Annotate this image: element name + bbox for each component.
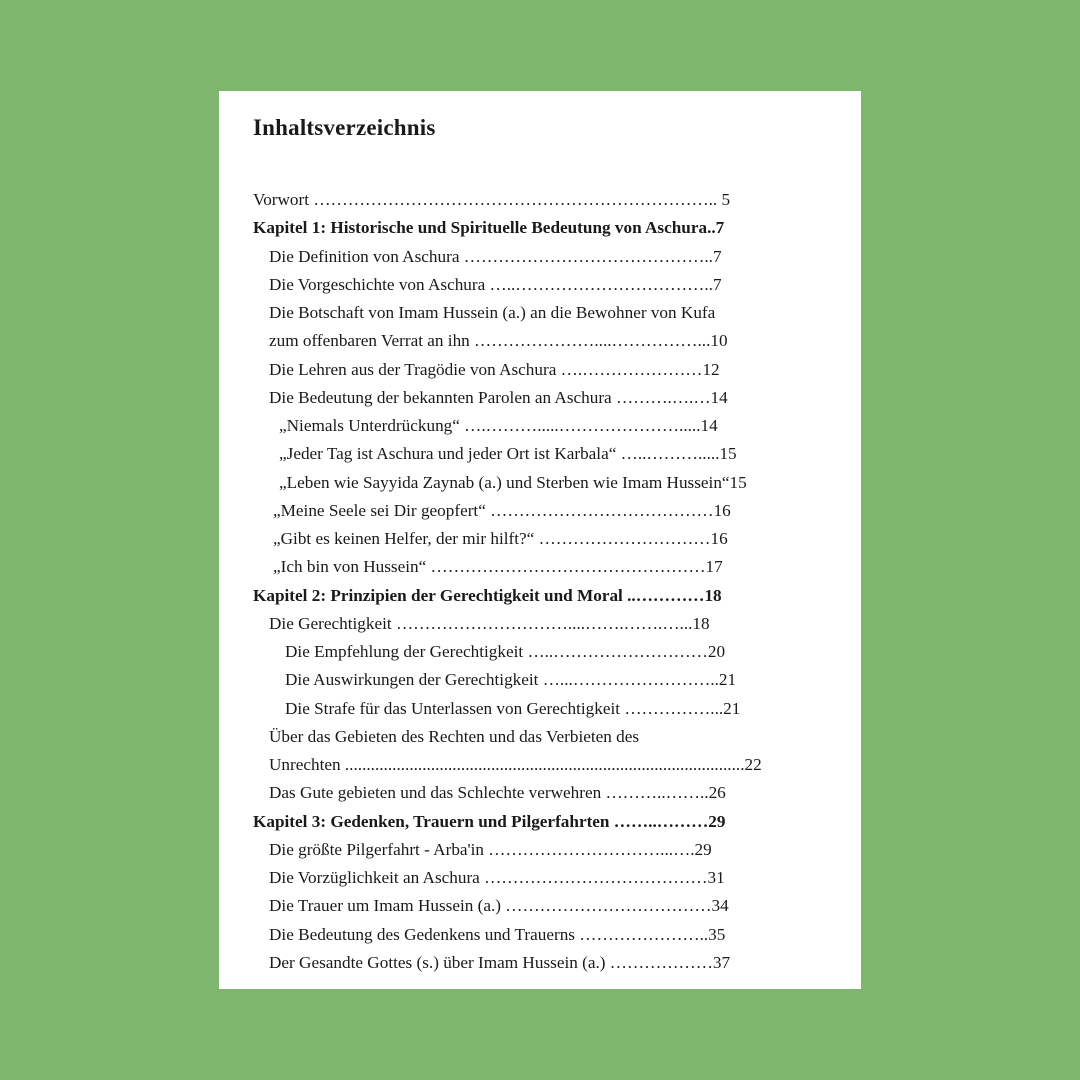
toc-entry: Über das Gebieten des Rechten und das Verbieten des [269,726,640,746]
toc-entry: „Niemals Unterdrückung“ ….……….....………………….....14 [279,416,718,435]
toc-entry: Die Bedeutung des Gedenkens und Trauerns …………………..35 [269,924,726,944]
page-title: Inhaltsverzeichnis [253,115,436,140]
toc-entry: Die Trauer um Imam Hussein (a.) ………………………………34 [269,896,729,916]
toc-entry: Die Strafe für das Unterlassen von Gerechtigkeit ……………...21 [285,698,741,718]
toc-entry: Die Vorgeschichte von Aschura …..……………………………..7 [269,274,722,294]
toc-chapter-entry: Kapitel 1: Historische und Spirituelle Bedeutung von Aschura..7 [253,218,725,238]
toc-entry: Die Auswirkungen der Gerechtigkeit …...……………………..21 [285,670,737,690]
toc-entry: „Jeder Tag ist Aschura und jeder Ort ist Karbala“ …..……….....15 [279,444,737,464]
toc-entry: Das Gute gebieten und das Schlechte verwehren ………..……..26 [269,783,726,803]
toc-entry: Die Vorzüglichkeit an Aschura …………………………………31 [269,868,725,887]
toc-entry: „Meine Seele sei Dir geopfert“ …………………………………16 [273,500,731,520]
toc-entry: Die Empfehlung der Gerechtigkeit …..………………………20 [285,642,726,661]
toc-entry: Vorwort …………………………………………………………….. 5 [253,190,731,209]
toc-chapter-entry: Kapitel 3: Gedenken, Trauern und Pilgerfahrten ……..………29 [253,811,726,831]
toc-entry: Der Gesandte Gottes (s.) über Imam Hussein (a.) ………………37 [269,952,731,972]
toc-entry: „Gibt es keinen Helfer, der mir hilft?“ …………………………16 [273,529,728,548]
toc-entry: „Ich bin von Hussein“ …………………………………………17 [273,557,723,577]
toc-entry: Die Gerechtigkeit …………………………....…….…….…...18 [269,613,710,633]
toc-entry: zum offenbaren Verrat an ihn …………………....……………...10 [269,331,728,351]
toc-entry: Unrechten .............................................................................................22 [269,755,762,774]
toc-entry: Die Lehren aus der Tragödie von Aschura ….…………………12 [269,359,720,379]
toc-entry: Die Bedeutung der bekannten Parolen an Aschura ……….….…14 [269,387,728,407]
document-page [219,91,861,989]
toc-entry: „Leben wie Sayyida Zaynab (a.) und Sterben wie Imam Hussein“15 [279,472,747,492]
toc-entry: Die größte Pilgerfahrt - Arba'in …………………………...….29 [269,839,712,859]
table-of-contents [253,186,814,977]
toc-chapter-entry: Kapitel 2: Prinzipien der Gerechtigkeit und Moral ..…………18 [253,585,722,605]
toc-entry: Die Definition von Aschura ……………………………………..7 [269,246,722,266]
toc-entry: Die Botschaft von Imam Hussein (a.) an die Bewohner von Kufa [269,303,716,322]
